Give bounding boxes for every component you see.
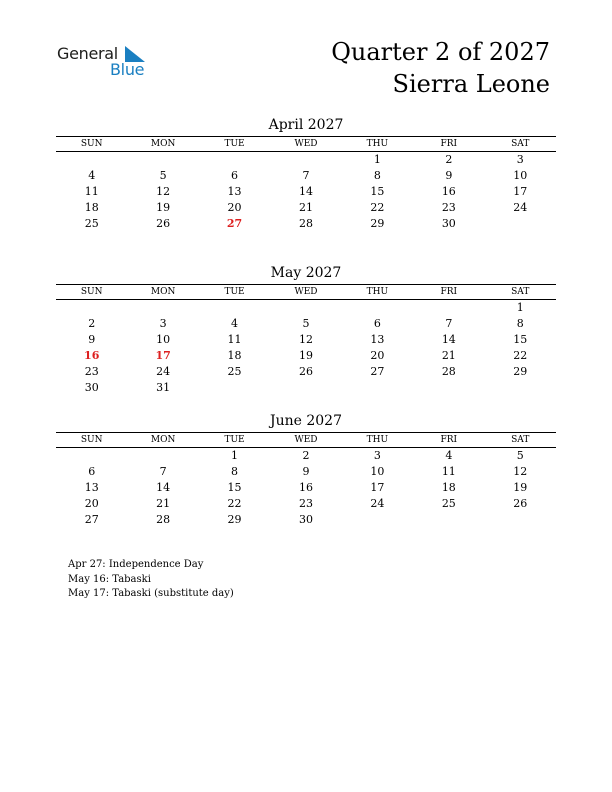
- day-cell: [56, 448, 127, 464]
- day-cell: [270, 380, 341, 396]
- day-cell: [413, 300, 484, 316]
- weekday-header: THU: [342, 433, 413, 448]
- day-cell: 11: [227, 333, 242, 346]
- day-cell: 22: [370, 201, 385, 214]
- calendar-grid: [56, 433, 556, 528]
- day-cell: 6: [231, 169, 239, 182]
- day-cell: [485, 380, 556, 396]
- day-cell: 12: [156, 185, 171, 198]
- weekday-header: TUE: [199, 137, 270, 152]
- day-cell: 7: [445, 317, 453, 330]
- day-cell: 23: [441, 201, 456, 214]
- day-cell: 5: [159, 169, 167, 182]
- day-cell: 4: [88, 169, 96, 182]
- month-title: April 2027: [268, 117, 344, 133]
- day-cell: 2: [445, 153, 453, 166]
- day-cell: [413, 512, 484, 528]
- day-cell: 20: [227, 201, 242, 214]
- weekday-header: WED: [270, 137, 341, 152]
- country-title: Sierra Leone: [392, 70, 550, 98]
- logo: [57, 44, 157, 82]
- day-cell: [342, 300, 413, 316]
- day-cell: 3: [516, 153, 524, 166]
- day-cell: 8: [516, 317, 524, 330]
- day-cell: 29: [370, 217, 385, 230]
- page-title: [331, 36, 550, 100]
- day-cell: 2: [302, 449, 310, 462]
- day-cell: 11: [441, 465, 456, 478]
- day-cell: [270, 152, 341, 168]
- quarter-title: Quarter 2 of 2027: [331, 38, 550, 66]
- weekday-header: SUN: [56, 285, 127, 300]
- day-cell: 13: [227, 185, 242, 198]
- day-cell: 15: [227, 481, 242, 494]
- day-cell: 28: [298, 217, 313, 230]
- day-cell: 22: [513, 349, 528, 362]
- weekday-header: TUE: [199, 433, 270, 448]
- day-cell: 25: [227, 365, 242, 378]
- day-cell: 26: [513, 497, 528, 510]
- weekday-header: WED: [270, 285, 341, 300]
- weekday-header: MON: [127, 137, 198, 152]
- day-cell: 10: [156, 333, 171, 346]
- day-cell: 25: [441, 497, 456, 510]
- day-cell: 15: [370, 185, 385, 198]
- day-cell: 3: [373, 449, 381, 462]
- holiday-day-cell: 17: [155, 349, 171, 362]
- day-cell: 29: [513, 365, 528, 378]
- holiday-note: Apr 27: Independence Day: [68, 559, 204, 570]
- weekday-header: SAT: [485, 285, 556, 300]
- day-cell: 13: [84, 481, 99, 494]
- logo-word-blue: Blue: [110, 60, 145, 79]
- day-cell: 6: [373, 317, 381, 330]
- day-cell: [199, 152, 270, 168]
- day-cell: 4: [445, 449, 453, 462]
- day-cell: 3: [159, 317, 167, 330]
- day-cell: [342, 512, 413, 528]
- day-cell: [342, 380, 413, 396]
- month-june: [56, 412, 556, 528]
- day-cell: 18: [227, 349, 242, 362]
- weekday-header: FRI: [413, 285, 484, 300]
- calendar-grid: [56, 285, 556, 396]
- day-cell: [485, 216, 556, 232]
- day-cell: 24: [370, 497, 385, 510]
- month-title: May 2027: [270, 265, 342, 281]
- holiday-day-cell: 16: [84, 349, 100, 362]
- day-cell: [127, 300, 198, 316]
- day-cell: 24: [513, 201, 528, 214]
- logo-word-general: General: [57, 44, 118, 63]
- weekday-header: SUN: [56, 137, 127, 152]
- day-cell: 30: [441, 217, 456, 230]
- day-cell: [270, 300, 341, 316]
- day-cell: 19: [156, 201, 171, 214]
- day-cell: 17: [513, 185, 528, 198]
- day-cell: 10: [370, 465, 385, 478]
- day-cell: 5: [516, 449, 524, 462]
- day-cell: 27: [84, 513, 99, 526]
- day-cell: 23: [84, 365, 99, 378]
- day-cell: 27: [370, 365, 385, 378]
- day-cell: 1: [516, 301, 524, 314]
- day-cell: 23: [298, 497, 313, 510]
- day-cell: 14: [441, 333, 456, 346]
- weekday-header: TUE: [199, 285, 270, 300]
- day-cell: [413, 380, 484, 396]
- day-cell: 1: [231, 449, 239, 462]
- day-cell: 16: [298, 481, 313, 494]
- day-cell: 8: [373, 169, 381, 182]
- day-cell: 14: [298, 185, 313, 198]
- day-cell: 26: [298, 365, 313, 378]
- day-cell: 9: [88, 333, 96, 346]
- day-cell: 22: [227, 497, 242, 510]
- weekday-header: FRI: [413, 137, 484, 152]
- day-cell: 10: [513, 169, 528, 182]
- month-may: [56, 264, 556, 396]
- day-cell: [199, 300, 270, 316]
- day-cell: 30: [298, 513, 313, 526]
- weekday-header: THU: [342, 137, 413, 152]
- weekday-header: MON: [127, 285, 198, 300]
- weekday-header: THU: [342, 285, 413, 300]
- day-cell: 21: [441, 349, 456, 362]
- day-cell: 18: [84, 201, 99, 214]
- weekday-header: SAT: [485, 433, 556, 448]
- day-cell: 21: [156, 497, 171, 510]
- day-cell: 31: [156, 381, 171, 394]
- day-cell: 8: [231, 465, 239, 478]
- day-cell: 11: [84, 185, 99, 198]
- day-cell: 20: [84, 497, 99, 510]
- day-cell: [56, 152, 127, 168]
- day-cell: 25: [84, 217, 99, 230]
- day-cell: 12: [298, 333, 313, 346]
- day-cell: 16: [441, 185, 456, 198]
- holiday-notes: [68, 558, 234, 602]
- day-cell: 15: [513, 333, 528, 346]
- day-cell: 21: [298, 201, 313, 214]
- weekday-header: WED: [270, 433, 341, 448]
- day-cell: 18: [441, 481, 456, 494]
- day-cell: [127, 448, 198, 464]
- day-cell: 19: [513, 481, 528, 494]
- holiday-note: May 17: Tabaski (substitute day): [68, 588, 234, 599]
- day-cell: 4: [231, 317, 239, 330]
- day-cell: 7: [159, 465, 167, 478]
- day-cell: 29: [227, 513, 242, 526]
- day-cell: 30: [84, 381, 99, 394]
- holiday-day-cell: 27: [226, 217, 243, 230]
- holiday-note: May 16: Tabaski: [68, 573, 151, 585]
- day-cell: 19: [298, 349, 313, 362]
- day-cell: 20: [370, 349, 385, 362]
- day-cell: 28: [441, 365, 456, 378]
- day-cell: 12: [513, 465, 528, 478]
- weekday-header: SUN: [56, 433, 127, 448]
- day-cell: [199, 380, 270, 396]
- day-cell: 14: [156, 481, 171, 494]
- day-cell: 17: [370, 481, 385, 494]
- weekday-header: FRI: [413, 433, 484, 448]
- month-title: June 2027: [269, 413, 342, 429]
- day-cell: 9: [445, 169, 453, 182]
- day-cell: 1: [373, 153, 381, 166]
- day-cell: 24: [156, 365, 171, 378]
- day-cell: 5: [302, 317, 310, 330]
- day-cell: [485, 512, 556, 528]
- month-april: [56, 116, 556, 232]
- day-cell: 2: [88, 317, 96, 330]
- day-cell: 7: [302, 169, 310, 182]
- day-cell: 9: [302, 465, 310, 478]
- day-cell: 13: [370, 333, 385, 346]
- day-cell: 6: [88, 465, 96, 478]
- day-cell: 26: [156, 217, 171, 230]
- day-cell: 28: [156, 513, 171, 526]
- weekday-header: SAT: [485, 137, 556, 152]
- day-cell: [56, 300, 127, 316]
- day-cell: [127, 152, 198, 168]
- weekday-header: MON: [127, 433, 198, 448]
- calendar-grid: [56, 137, 556, 232]
